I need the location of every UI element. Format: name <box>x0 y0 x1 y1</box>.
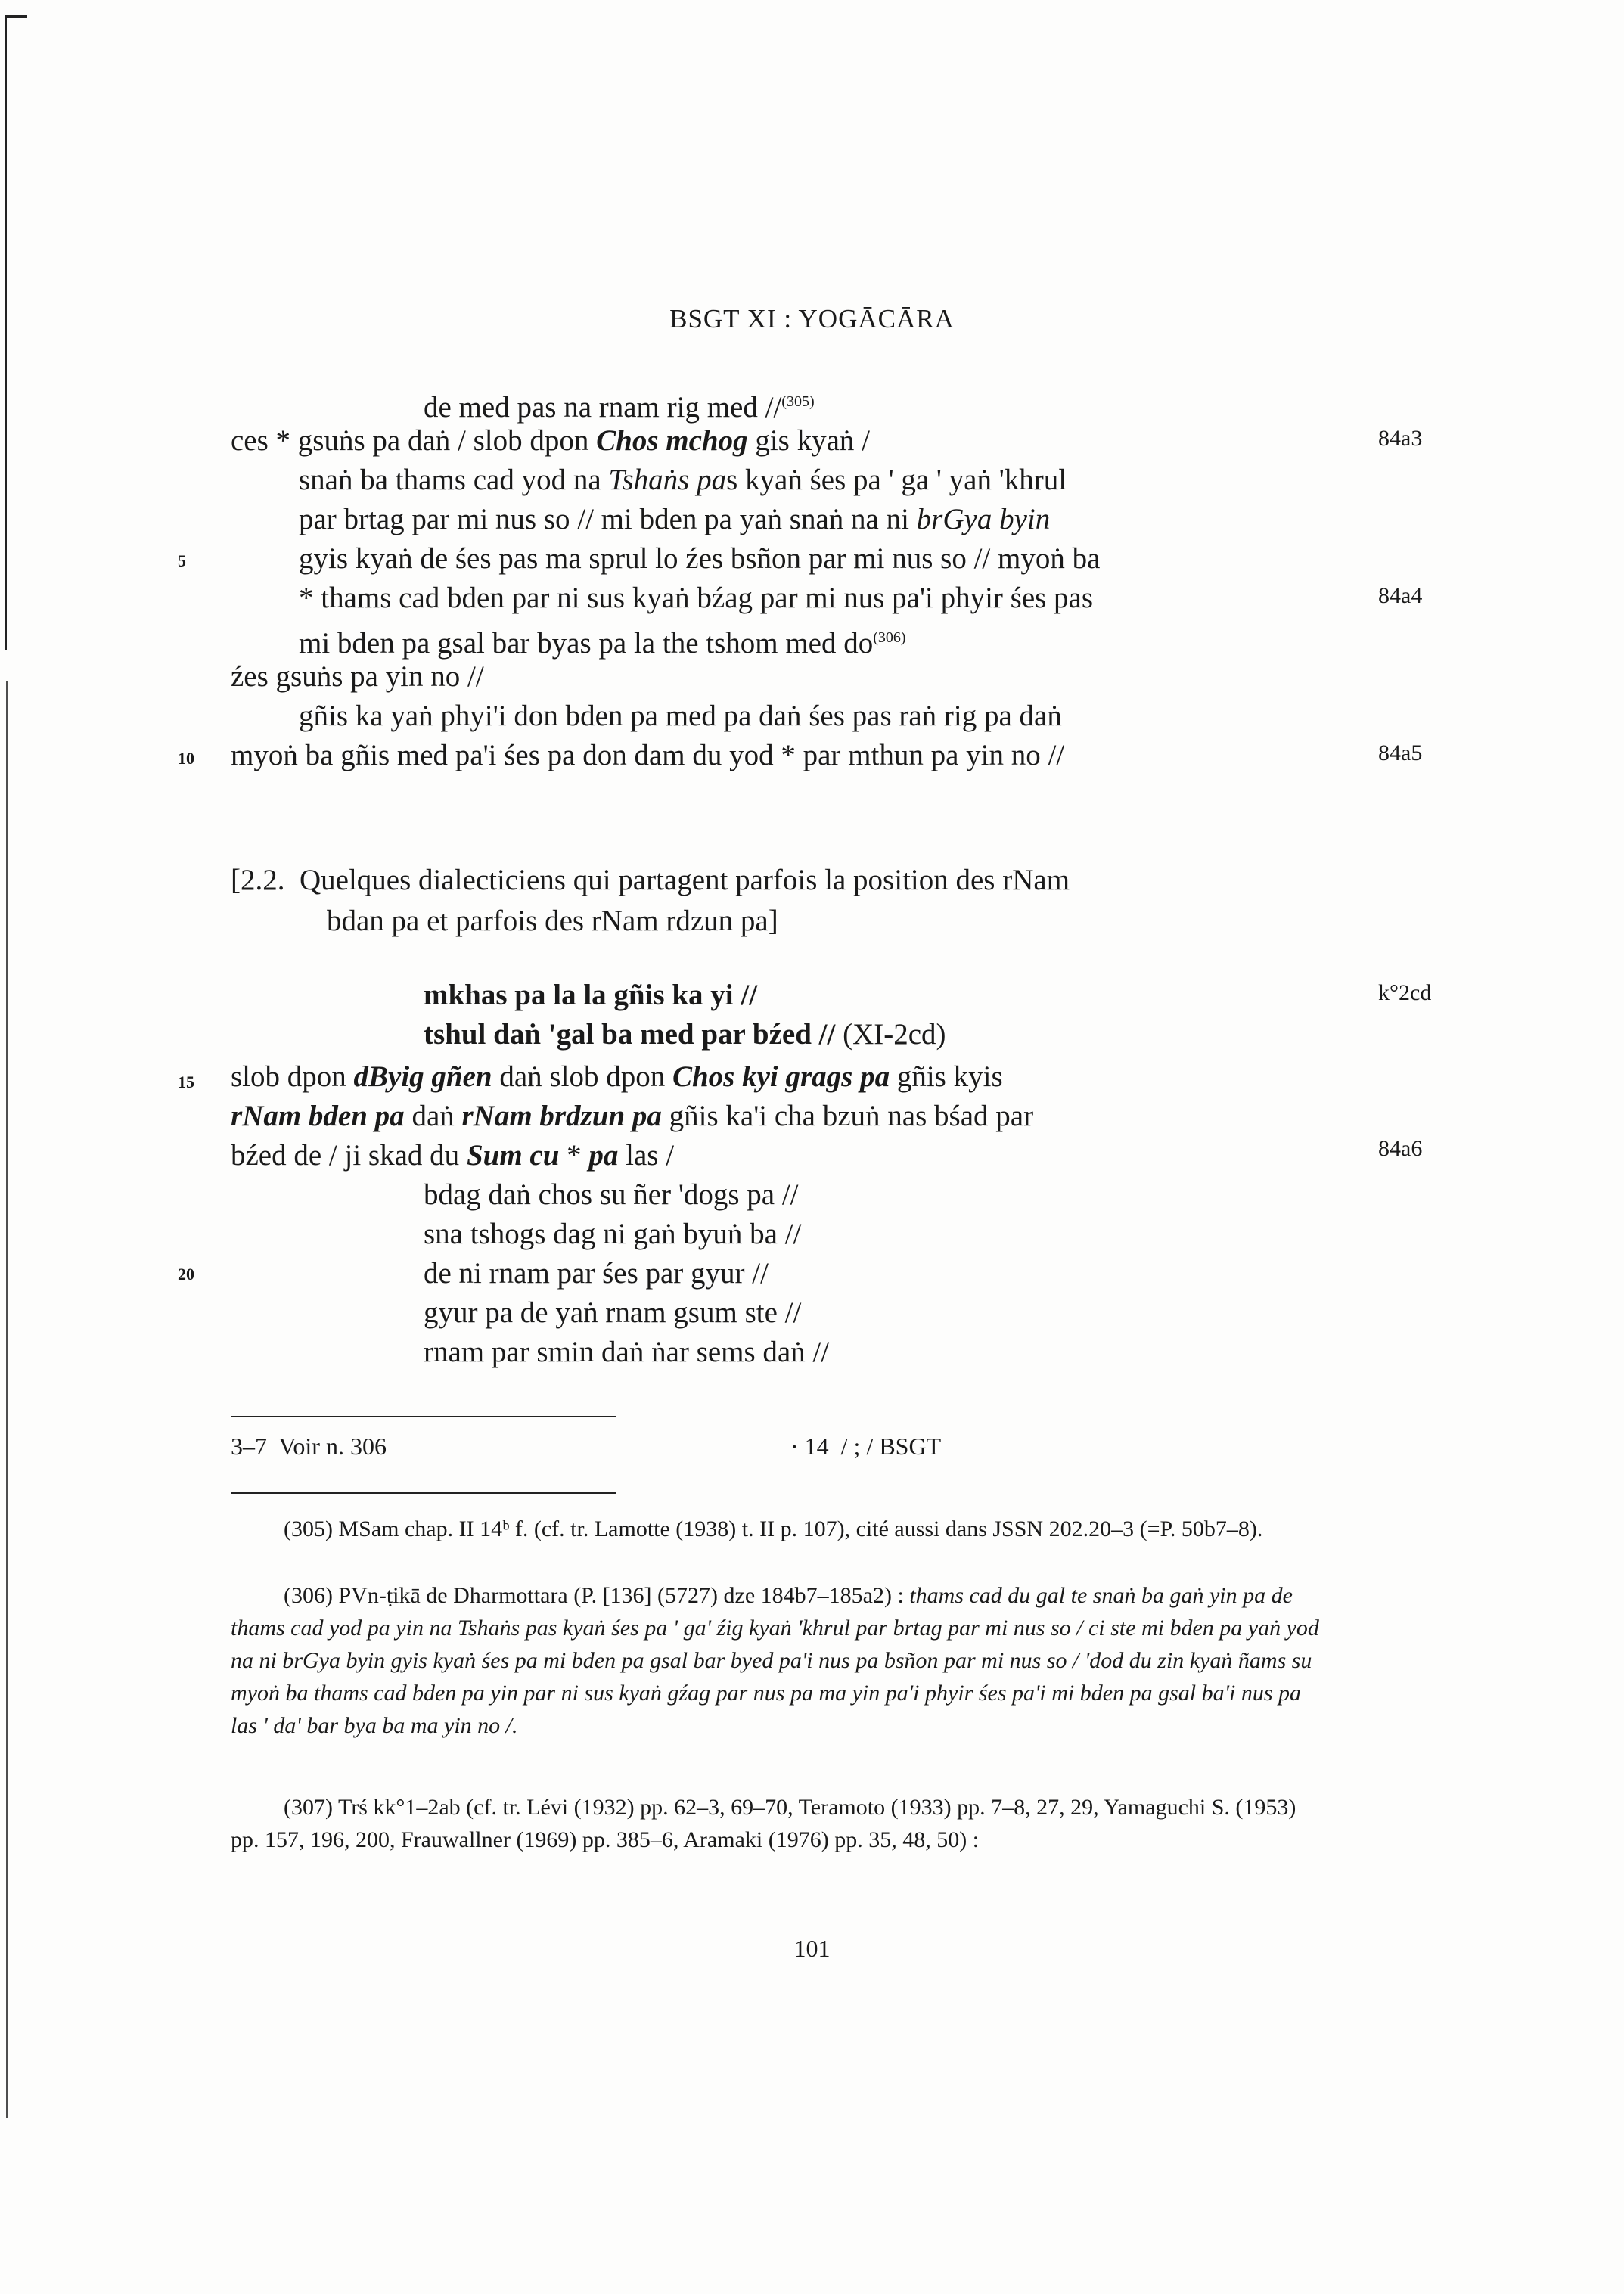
text-line-17: bźed de / ji skad du Sum cu * pa las / <box>231 1139 675 1172</box>
text-line-8: źes gsuṅs pa yin no // <box>231 660 484 693</box>
text-line-3: snaṅ ba thams cad yod na Tshaṅs pas kyaṅ śes pa ' ga ' yaṅ 'khrul <box>299 464 1067 496</box>
footnote-306 <box>231 1579 1320 1742</box>
scan-edge-left-lower <box>6 681 8 2118</box>
margin-ref-84a4: 84a4 <box>1378 583 1423 608</box>
apparatus-right: · 14 / ; / BSGT <box>790 1433 942 1460</box>
footnote-306-head: (306) PVn-ṭikā de Dharmottara (P. [136] (5727) dze 184b7–185a2) : <box>284 1583 904 1608</box>
running-header: BSGT XI : YOGĀCĀRA <box>669 304 955 334</box>
text-line-7: mi bden pa gsal bar byas pa la the tshom med $do^{(306)}$ <box>299 627 906 660</box>
verse1-ref: (XI-2cd) <box>843 1018 946 1051</box>
footnote-305-text: (305) MSam chap. II 14ᵇ f. (cf. tr. Lamotte (1938) t. II p. 107), cité aussi dans JSSN 202.20–3 (=P. 50b7–8). <box>284 1516 1263 1541</box>
page-number: 101 <box>793 1935 831 1962</box>
text-line-1: de med pas na rnam rig med //$^{(305)}$ <box>424 391 815 424</box>
footnote-rule <box>231 1492 616 1494</box>
verse1-line-a: mkhas pa la la gñis ka yi // <box>424 979 758 1011</box>
text-line-15: slob dpon dByig gñen daṅ slob dpon Chos kyi grags pa gñis kyis <box>231 1060 1003 1093</box>
text-line-2: ces * gsuṅs pa daṅ / slob dpon Chos mchog gis kyaṅ / <box>231 424 871 457</box>
margin-ref-84a5: 84a5 <box>1378 740 1423 765</box>
line-number-20: 20 <box>178 1265 194 1284</box>
section-heading-line-1: [2.2. Quelques dialecticiens qui partagent parfois la position des rNam <box>231 864 1070 896</box>
footnote-306-body: thams cad du gal te snaṅ ba gaṅ yin pa de thams cad yod pa yin na Tshaṅs pas kyaṅ śes pa ' ga' źig kyaṅ 'khrul par brtag par mi nus so / ci ste mi bden pa yaṅ yod na ni brGya byin gyis kyaṅ śes pa mi bden pa gsal bar byed pa'i nus pa bsñon par mi nus so / 'dod du zin kyaṅ ñams su myoṅ ba thams cad bden pa yin par ni sus kyaṅ gźag par nus pa ma yin pa'i phyir śes pa'i mi bden pa gsal ba'i nus pa las ' da' bar bya ba ma yin no /. <box>231 1583 1319 1738</box>
margin-ref-84a3: 84a3 <box>1378 426 1423 451</box>
scan-corner-top <box>5 15 27 18</box>
verse1-line-b <box>424 1015 946 1054</box>
verse2-line-2: sna tshogs dag ni gaṅ byuṅ ba // <box>424 1218 802 1250</box>
line-number-10: 10 <box>178 749 194 768</box>
footnote-307-text: (307) Trś kk°1–2ab (cf. tr. Lévi (1932) pp. 62–3, 69–70, Teramoto (1933) pp. 7–8, 27, 29, Yamaguchi S. (1953) pp. 157, 196, 200, Frauwallner (1969) pp. 385–6, Aramaki (1976) pp. 35, 48, 50) : <box>231 1795 1296 1852</box>
margin-ref-k2cd: k°2cd <box>1378 980 1432 1005</box>
line-number-5: 5 <box>178 551 186 570</box>
verse2-line-5: rnam par smin daṅ ṅar sems daṅ // <box>424 1336 830 1368</box>
verse2-line-3: de ni rnam par śes par gyur // <box>424 1257 769 1290</box>
margin-ref-84a6: 84a6 <box>1378 1136 1423 1161</box>
footnote-306-text <box>231 1579 1320 1742</box>
section-heading-line-2: bdan pa et parfois des rNam rdzun pa] <box>327 905 778 937</box>
verse2-line-1: bdag daṅ chos su ñer 'dogs pa // <box>424 1178 799 1211</box>
text-line-6: * thams cad bden par ni sus kyaṅ bźag par mi nus pa'i phyir śes pas <box>299 582 1094 614</box>
text-line-4: par brtag par mi nus so // mi bden pa yaṅ snaṅ na ni brGya byin <box>299 503 1051 535</box>
text-line-9: gñis ka yaṅ phyi'i don bden pa med pa daṅ śes pas raṅ rig pa daṅ <box>299 700 1062 732</box>
footnote-307 <box>231 1791 1320 1856</box>
apparatus-rule <box>231 1416 616 1417</box>
line-number-15: 15 <box>178 1072 194 1091</box>
text-line-16: rNam bden pa daṅ rNam brdzun pa gñis ka'i cha bzuṅ nas bśad par <box>231 1100 1034 1132</box>
verse1-line-b-text: tshul daṅ 'gal ba med par bźed // <box>424 1018 836 1051</box>
footnote-305 <box>231 1513 1320 1545</box>
verse2-line-4: gyur pa de yaṅ rnam gsum ste // <box>424 1296 802 1329</box>
text-line-5: gyis kyaṅ de śes pas ma sprul lo źes bsñon par mi nus so // myoṅ ba <box>299 542 1101 575</box>
text-line-10: myoṅ ba gñis med pa'i śes pa don dam du yod * par mthun pa yin no // <box>231 739 1065 771</box>
apparatus-left: 3–7 Voir n. 306 <box>231 1433 387 1460</box>
